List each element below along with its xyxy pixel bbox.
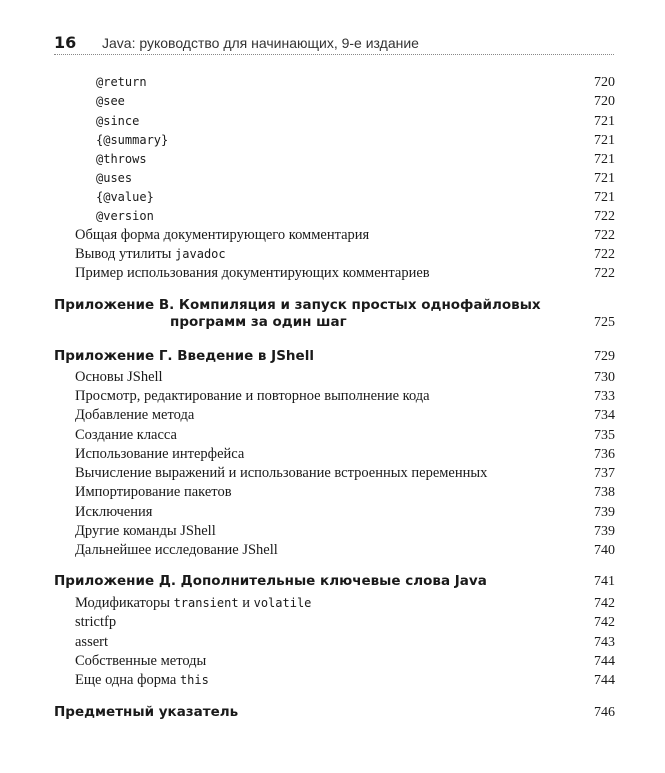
toc-entry-label: Собственные методы <box>75 653 207 669</box>
toc-entry[interactable] <box>0 445 665 464</box>
toc-entry-page: 740 <box>594 543 615 558</box>
toc-entry-code: javadoc <box>175 247 226 261</box>
toc-entry-label <box>75 671 209 690</box>
toc-entry-page: 739 <box>594 505 615 520</box>
toc-entry-label: Использование интерфейса <box>75 446 245 462</box>
toc-entry[interactable] <box>0 226 665 245</box>
toc-entry-page: 720 <box>594 94 615 109</box>
toc-entry[interactable] <box>0 387 665 406</box>
toc-entry[interactable] <box>0 426 665 445</box>
toc-entry-page: 722 <box>594 247 615 262</box>
toc-entry[interactable] <box>0 245 665 264</box>
toc-entry[interactable] <box>0 522 665 541</box>
toc-entry-label: Добавление метода <box>75 407 195 423</box>
toc-entry-page: 742 <box>594 615 615 630</box>
toc-chapter-page: 746 <box>594 705 615 720</box>
toc-entry[interactable] <box>0 503 665 522</box>
toc-entry-label: Создание класса <box>75 427 177 443</box>
toc-entry-page: 744 <box>594 673 615 688</box>
toc-entry-label: @version <box>96 209 154 223</box>
toc-entry-page: 722 <box>594 209 615 224</box>
toc-entry-page: 734 <box>594 408 615 423</box>
toc-entry-label: Просмотр, редактирование и повторное выполнение кода <box>75 388 430 404</box>
toc-entry-label: Вычисление выражений и использование встроенных переменных <box>75 465 488 481</box>
toc-entry-label: Импортирование пакетов <box>75 484 232 500</box>
toc-entry[interactable] <box>0 541 665 560</box>
toc-entry[interactable] <box>0 464 665 483</box>
toc-entry-page: 742 <box>594 596 615 611</box>
toc-entry-page: 721 <box>594 171 615 186</box>
toc-chapter-title: Приложение В. Компиляция и запуск простых однофайловых <box>54 297 541 313</box>
toc-entry-label: Дальнейшее исследование JShell <box>75 542 278 558</box>
toc-chapter-page: 741 <box>594 574 615 589</box>
toc-entry[interactable] <box>0 150 665 169</box>
toc-entry-label: @uses <box>96 171 133 185</box>
toc-entry-page: 722 <box>594 266 615 281</box>
toc-entry-code: strictfp <box>75 614 117 630</box>
toc-chapter[interactable] <box>0 572 665 591</box>
toc-entry-page: 737 <box>594 466 615 481</box>
toc-entry-page: 720 <box>594 75 615 90</box>
toc-entry-label: @since <box>96 114 140 128</box>
toc-entry-page: 738 <box>594 485 615 500</box>
toc-entry-label: {@value} <box>96 190 154 204</box>
toc-entry-label: Основы JShell <box>75 369 163 385</box>
book-title: Java: руководство для начинающих, 9-е издание <box>102 35 419 51</box>
toc-entry-page: 721 <box>594 133 615 148</box>
toc-chapter-cont[interactable] <box>0 313 665 332</box>
toc-entry-text: Модификаторы <box>75 595 174 611</box>
toc-entry[interactable] <box>0 633 665 652</box>
toc-entry[interactable] <box>0 264 665 283</box>
toc-entry[interactable] <box>0 207 665 226</box>
toc-entry[interactable] <box>0 169 665 188</box>
toc-entry[interactable] <box>0 613 665 632</box>
toc-entry-code: transient <box>173 596 239 610</box>
toc-entry-label: Пример использования документирующих комментариев <box>75 265 430 281</box>
toc-entry[interactable] <box>0 652 665 671</box>
toc-entry-label: Другие команды JShell <box>75 523 216 539</box>
toc-entry-label: @return <box>96 75 147 89</box>
toc-entry[interactable] <box>0 73 665 92</box>
running-header <box>54 34 614 55</box>
toc-entry[interactable] <box>0 594 665 613</box>
toc-entry-page: 736 <box>594 447 615 462</box>
toc-entry[interactable] <box>0 131 665 150</box>
toc-entry-page: 743 <box>594 635 615 650</box>
toc-entry[interactable] <box>0 188 665 207</box>
toc-entry[interactable] <box>0 406 665 425</box>
toc-entry-page: 735 <box>594 428 615 443</box>
toc-entry-code: assert <box>75 634 109 650</box>
toc-entry-page: 733 <box>594 389 615 404</box>
toc-entry-label <box>75 594 311 613</box>
toc-entry-page: 744 <box>594 654 615 669</box>
toc-entry-text: и <box>238 595 254 611</box>
toc-entry-label: {@summary} <box>96 133 169 147</box>
toc-chapter-title: программ за один шаг <box>170 314 347 330</box>
toc-entry-label: Исключения <box>75 504 153 520</box>
toc-entry-code: volatile <box>253 596 312 610</box>
toc-chapter-title: Предметный указатель <box>54 704 239 720</box>
toc-entry[interactable] <box>0 368 665 387</box>
toc-entry-code: this <box>179 673 209 687</box>
toc-entry-page: 721 <box>594 114 615 129</box>
toc-entry-label <box>75 245 226 264</box>
toc-entry-label: @see <box>96 94 125 108</box>
toc-entry-page: 721 <box>594 190 615 205</box>
toc-entry[interactable] <box>0 92 665 111</box>
toc-entry[interactable] <box>0 671 665 690</box>
toc-entry-page: 739 <box>594 524 615 539</box>
toc-entry-text: Вывод утилиты <box>75 246 176 262</box>
toc-chapter-page: 725 <box>594 315 615 330</box>
toc-entry-label: Общая форма документирующего комментария <box>75 227 370 243</box>
toc-chapter-page: 729 <box>594 349 615 364</box>
toc-chapter[interactable] <box>0 347 665 366</box>
toc-entry-label: @throws <box>96 152 147 166</box>
toc-entry-text: Еще одна форма <box>75 672 180 688</box>
toc-entry[interactable] <box>0 483 665 502</box>
toc-chapter-title: Приложение Г. Введение в JShell <box>54 348 314 364</box>
toc-entry[interactable] <box>0 112 665 131</box>
toc-chapter-title: Приложение Д. Дополнительные ключевые слова Java <box>54 573 487 589</box>
toc-entry-page: 730 <box>594 370 615 385</box>
toc-entry-page: 722 <box>594 228 615 243</box>
toc-entry-page: 721 <box>594 152 615 167</box>
toc-chapter[interactable] <box>0 703 665 722</box>
page-number: 16 <box>54 33 77 52</box>
